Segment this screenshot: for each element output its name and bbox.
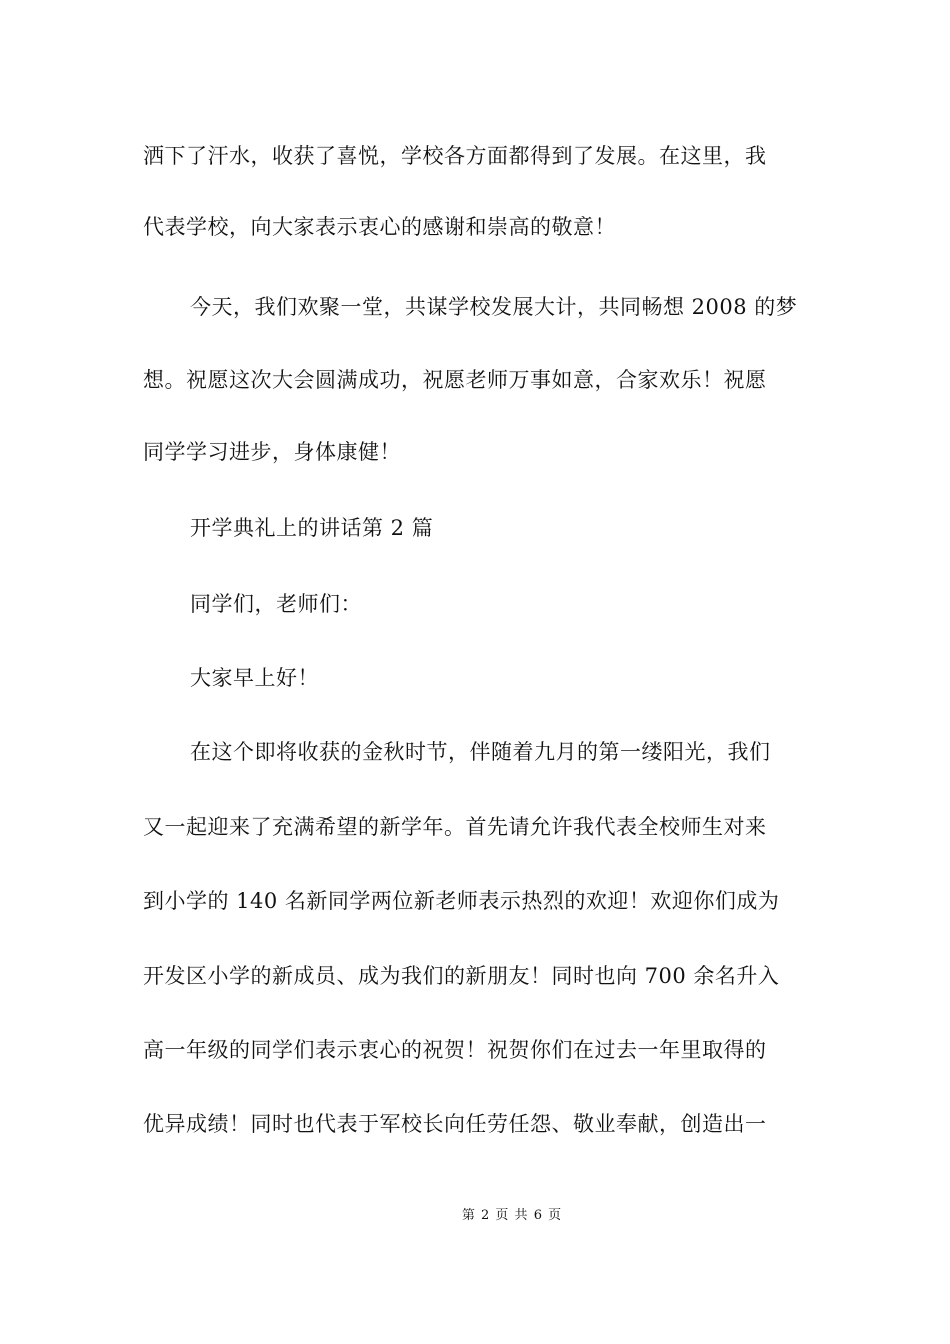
salutation: 同学们，老师们： [190,592,362,616]
paragraph-line: 又一起迎来了充满希望的新学年。首先请允许我代表全校师生对来 [143,815,767,839]
page-number-footer: 第 2 页 共 6 页 [461,1208,563,1223]
paragraph-line: 洒下了汗水，收获了喜悦，学校各方面都得到了发展。在这里，我 [143,144,767,168]
paragraph-line: 在这个即将收获的金秋时节，伴随着九月的第一缕阳光，我们 [190,740,771,764]
paragraph-line: 今天，我们欢聚一堂，共谋学校发展大计，共同畅想 2008 的梦 [190,295,798,319]
paragraph-line: 到小学的 140 名新同学两位新老师表示热烈的欢迎！欢迎你们成为 [143,889,780,913]
paragraph-line: 同学学习进步，身体康健！ [143,440,401,464]
section-heading: 开学典礼上的讲话第 2 篇 [190,516,434,540]
greeting: 大家早上好！ [190,666,319,690]
paragraph-line: 高一年级的同学们表示衷心的祝贺！祝贺你们在过去一年里取得的 [143,1038,767,1062]
paragraph-line: 代表学校，向大家表示衷心的感谢和崇高的敬意！ [143,215,616,239]
paragraph-line: 开发区小学的新成员、成为我们的新朋友！同时也向 700 余名升入 [143,964,780,988]
paragraph-line: 优异成绩！同时也代表于军校长向任劳任怨、敬业奉献，创造出一 [143,1112,767,1136]
paragraph-line: 想。祝愿这次大会圆满成功，祝愿老师万事如意，合家欢乐！祝愿 [143,368,767,392]
